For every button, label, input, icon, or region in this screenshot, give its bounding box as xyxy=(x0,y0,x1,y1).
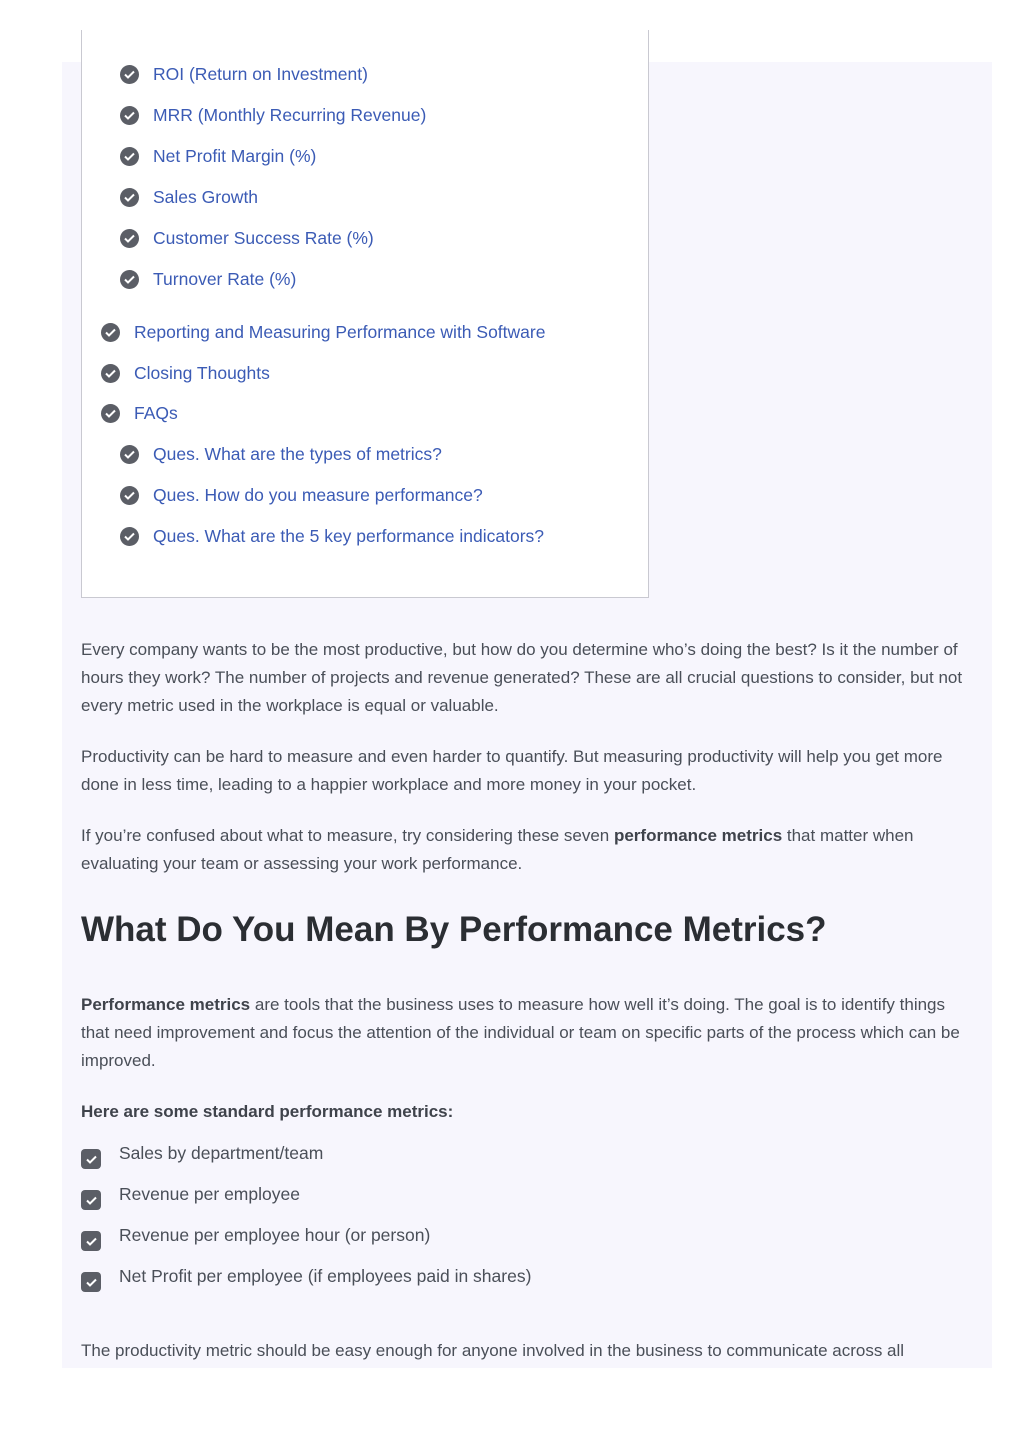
intro-p3-bold: performance metrics xyxy=(613,826,783,845)
check-circle-icon xyxy=(120,65,139,84)
toc-item-mrr[interactable] xyxy=(120,103,426,127)
toc-item-customer-success-rate[interactable] xyxy=(120,226,374,250)
section-paragraph xyxy=(81,991,971,1075)
toc-item-faqs[interactable] xyxy=(101,401,178,425)
section-p1-rest: are tools that the business uses to measure how well it’s doing. The goal is to identify things that need improvement and focus the attention of the individual or team on specific parts of the process which can be improved. xyxy=(81,995,960,1070)
list-item: Revenue per employee xyxy=(119,1184,300,1204)
toc-item-label[interactable]: Closing Thoughts xyxy=(134,362,270,383)
intro-paragraph-1: Every company wants to be the most productive, but how do you determine who’s doing the best? Is it the number of hours they work? The number of projects and revenue generated? These are all crucial questions to consider, but not every metric used in the workplace is equal or valuable. xyxy=(81,640,963,715)
list-heading xyxy=(81,1098,971,1126)
section-heading: What Do You Mean By Performance Metrics? xyxy=(81,910,827,949)
check-circle-icon xyxy=(120,188,139,207)
check-square-icon xyxy=(81,1149,101,1169)
toc-item-faq-types[interactable] xyxy=(120,442,442,466)
toc-item-label[interactable]: Turnover Rate (%) xyxy=(153,268,297,289)
check-circle-icon xyxy=(120,147,139,166)
toc-item-net-profit-margin[interactable] xyxy=(120,144,316,168)
check-circle-icon xyxy=(101,364,120,383)
toc-item-sales-growth[interactable] xyxy=(120,185,258,209)
check-circle-icon xyxy=(120,229,139,248)
intro-paragraph-2: Productivity can be hard to measure and even harder to quantify. But measuring productivity will help you get more done in less time, leading to a happier workplace and more money in your pocket. xyxy=(81,747,943,794)
toc-item-label[interactable]: Sales Growth xyxy=(153,186,259,207)
check-circle-icon xyxy=(101,323,120,342)
toc-item-label[interactable]: Customer Success Rate (%) xyxy=(153,227,374,248)
check-square-icon xyxy=(81,1190,101,1210)
check-circle-icon xyxy=(120,527,139,546)
intro-p3-end: that matter when evaluating your team or assessing your work performance. xyxy=(81,826,914,873)
toc-item-label[interactable]: MRR (Monthly Recurring Revenue) xyxy=(153,104,427,125)
toc-item-label[interactable]: Ques. How do you measure performance? xyxy=(153,484,483,505)
toc-item-label[interactable]: Ques. What are the types of metrics? xyxy=(153,443,442,464)
toc-item-label[interactable]: Ques. What are the 5 key performance indicators? xyxy=(153,525,545,546)
toc-item-label[interactable]: FAQs xyxy=(134,402,178,423)
intro-paragraph-3 xyxy=(81,822,971,878)
check-square-icon xyxy=(81,1272,101,1292)
check-circle-icon xyxy=(120,270,139,289)
toc-item-faq-measure[interactable] xyxy=(120,483,483,507)
check-circle-icon xyxy=(120,486,139,505)
check-circle-icon xyxy=(120,445,139,464)
toc-item-label[interactable]: ROI (Return on Investment) xyxy=(153,63,368,84)
toc-item-closing-thoughts[interactable] xyxy=(101,361,270,385)
list-item: Sales by department/team xyxy=(119,1143,324,1163)
toc-item-label[interactable]: Net Profit Margin (%) xyxy=(153,145,317,166)
check-square-icon xyxy=(81,1231,101,1251)
list-heading-text: Here are some standard performance metrics: xyxy=(81,1102,454,1121)
check-circle-icon xyxy=(120,106,139,125)
check-circle-icon xyxy=(101,404,120,423)
toc-item-turnover-rate[interactable] xyxy=(120,267,296,291)
intro-p3-start: If you’re confused about what to measure, try considering these seven xyxy=(81,826,614,845)
toc-item-roi[interactable] xyxy=(120,62,368,86)
list-item: Net Profit per employee (if employees paid in shares) xyxy=(119,1266,532,1286)
list-item: Revenue per employee hour (or person) xyxy=(119,1225,431,1245)
toc-item-reporting[interactable] xyxy=(101,320,545,344)
closing-paragraph: The productivity metric should be easy enough for anyone involved in the business to communicate across all xyxy=(81,1341,905,1360)
toc-item-faq-kpis[interactable] xyxy=(120,524,544,548)
toc-item-label[interactable]: Reporting and Measuring Performance with Software xyxy=(134,321,546,342)
section-p1-bold: Performance metrics xyxy=(81,995,251,1014)
